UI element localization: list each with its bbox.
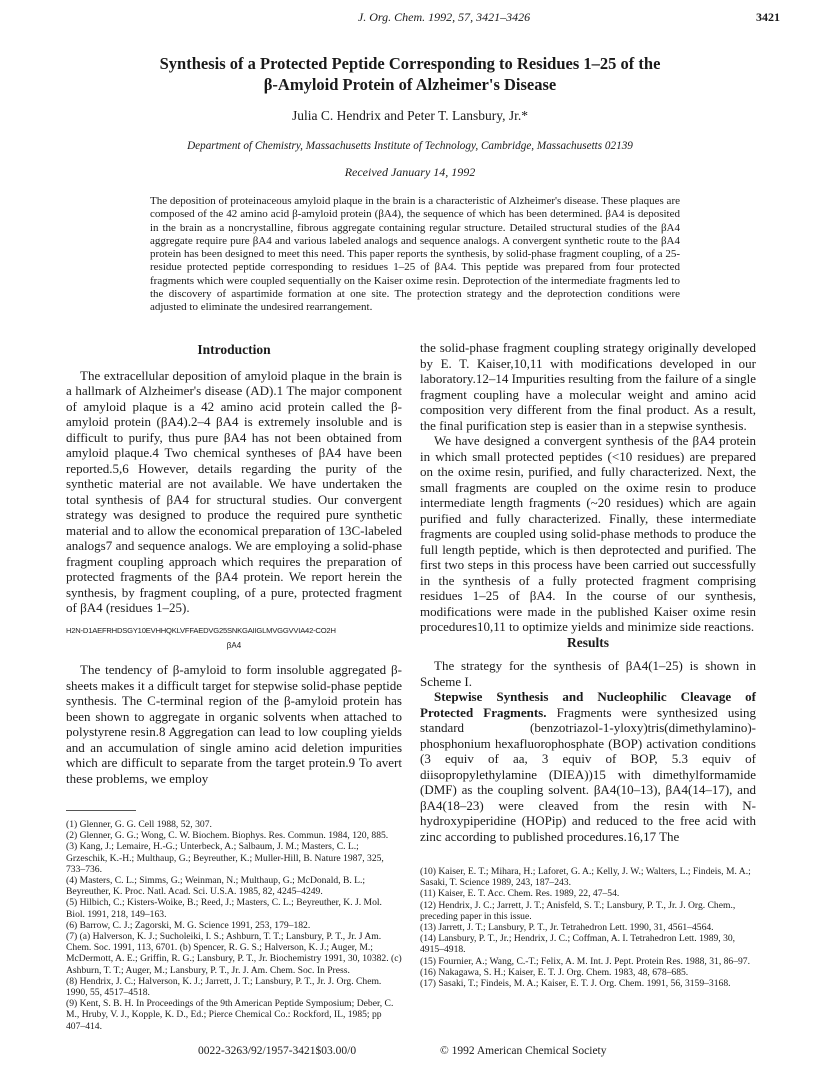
- reference: (9) Kent, S. B. H. In Proceedings of the 9th American Peptide Symposium; Deber, C. M., Hruby, V. J., Kopple, K. D., Ed.; Pierce Chemical Co.: Rockford, IL, 1985; pp 407–414.: [66, 998, 394, 1032]
- reference: (3) Kang, J.; Lemaire, H.-G.; Unterbeck, A.; Salbaum, J. M.; Masters, C. L.; Grzeschik, K.-H.; Multhaup, G.; Beyreuther, K.; Muller-Hill, B. Nature 1987, 325, 733–736.: [66, 841, 384, 875]
- reference: (15) Fournier, A.; Wang, C.-T.; Felix, A. M. Int. J. Pept. Protein Res. 1988, 31, 86–97.: [420, 955, 750, 967]
- right-column: [420, 340, 756, 844]
- results-paragraph-2: [420, 689, 756, 844]
- reference: (5) Hilbich, C.; Kisters-Woike, B.; Reed, J.; Masters, C. L.; Beyreuther, K. J. Mol. Biol. 1991, 218, 149–163.: [66, 897, 382, 920]
- authors: Julia C. Hendrix and Peter T. Lansbury, Jr.*: [292, 108, 528, 123]
- intro-paragraph-1: The extracellular deposition of amyloid plaque in the brain is a hallmark of Alzheimer's disease (AD).1 The major component of amyloid plaque is a 42 amino acid protein called the β-amyloid protein (βA4).2–4 βA4 is extremely insoluble and is difficult to purify, thus pure βA4 has not been obtained from amyloid plaque.4 Two chemical syntheses of βA4 have been reported.5,6 However, details regarding the purity of the synthetic material are not available. We have undertaken the total synthesis of βA4 for structural studies. Our convergent strategy was designed to produce the required pure synthetic material and to allow the economical preparation of 13C-labeled analogs7 and sequence analogs. We are employing a solid-phase fragment coupling approach which requires the preparation of protected fragments of the βA4 protein. We report herein the synthesis, by fragment coupling, of a pure, protected fragment of βA4 (residues 1–25).: [66, 367, 402, 615]
- reference: (6) Barrow, C. J.; Zagorski, M. G. Science 1991, 253, 179–182.: [66, 919, 311, 931]
- journal-citation: J. Org. Chem. 1992, 57, 3421–3426: [357, 10, 531, 24]
- results-heading: Results: [566, 634, 609, 650]
- article-title: [100, 53, 720, 95]
- reference: (12) Hendrix, J. C.; Jarrett, J. T.; Anisfeld, S. T.; Lansbury, P. T., Jr. J. Org. Chem., preceding paper in this issue.: [420, 899, 736, 922]
- sequence-caption: βA4: [226, 640, 242, 650]
- reference: (1) Glenner, G. G. Cell 1988, 52, 307.: [66, 819, 212, 830]
- references-left: [66, 810, 402, 1032]
- intro-paragraph-2: The tendency of β-amyloid to form insoluble aggregated β-sheets makes it a difficult target for stepwise solid-phase peptide synthesis. The C-terminal region of the β-amyloid protein has been shown to aggregate in organic solvents when attached to polystyrene resin.8 Aggregation can lead to low coupling yields and an accumulation of single amino acid deletion impurities which are difficult to separate from the target protein.9 To avert these problems, we employ: [66, 662, 402, 786]
- reference: (13) Jarrett, J. T.; Lansbury, P. T., Jr. Tetrahedron Lett. 1990, 31, 4561–4564.: [420, 922, 714, 934]
- reference: (2) Glenner, G. G.; Wong, C. W. Biochem. Biophys. Res. Commun. 1984, 120, 885.: [66, 830, 389, 842]
- results-paragraph-2-text: Fragments were synthesized using standard (benzotriazol-1-yloxy)tris(dimethylamino)-phosphonium hexafluorophosphate (BOP) activation conditions (3 equiv of aa, 3 equiv of BOP, 5.3 equiv of diisopropylethylamine (DIEA))15 with dimethylformamide (DMF) as the coupling solvent. βA4(10–13), βA4(14–17), and βA4(18–23) were cleaved from the resin with N-hydroxypiperidine (HOPip) and reduced to the free acid with zinc according to published procedures.16,17 The: [420, 704, 757, 844]
- reference: (17) Sasaki, T.; Findeis, M. A.; Kaiser, E. T. J. Org. Chem. 1991, 56, 3159–3168.: [420, 978, 731, 990]
- run-in-heading: Stepwise Synthesis and Nucleophilic Cleavage of Protected Fragments.: [420, 689, 756, 720]
- reference: (4) Masters, C. L.; Simms, G.; Weinman, N.; Multhaup, G.; McDonald, B. L.; Beyreuther, K. Proc. Natl. Acad. Sci. U.S.A. 1985, 82, 4245–4249.: [66, 875, 366, 898]
- article-code: 0022-3263/92/1957-3421$03.00/0: [198, 1045, 357, 1057]
- reference: (10) Kaiser, E. T.; Mihara, H.; Laforet, G. A.; Kelly, J. W.; Walters, L.; Findeis, M. A.; Sasaki, T. Science 1989, 243, 187–243.: [420, 866, 751, 889]
- abstract: The deposition of proteinaceous amyloid plaque in the brain is a characteristic of Alzheimer's disease. These plaques are composed of the 42 amino acid β-amyloid protein (βA4), the sequence of which has been determined. βA4 is deposited in the brain as a noncrystalline, fibrous aggregate containing regular structure. Detailed structural studies of the βA4 aggregate require pure βA4 and various labeled analogs and sequence analogs. A convergent synthetic route to the βA4 protein has been designed to meet this need. This paper reports the synthesis, by solid-phase fragment coupling, of a 25-residue protected peptide corresponding to residues 1–25 of βA4. This peptide was prepared from four protected fragments which were coupled sequentially on the Kaiser oxime resin. Deprotection of the intermediate fragments led to the discovery of aspartimide formation at one site. The protection strategy and the deprotection conditions were adjusted to eliminate the undesired rearrangement.: [150, 195, 680, 314]
- received-date: Received January 14, 1992: [344, 165, 476, 179]
- right-paragraph-1: the solid-phase fragment coupling strategy originally developed by E. T. Kaiser,10,11 with modifications developed in our laboratory.12–14 Impurities resulting from the failure of a single fragment coupling have a molecular weight and amino acid composition very different from the final product. As a result, the final purification step is easier than in a stepwise synthesis.: [420, 340, 756, 433]
- page-number: 3421: [756, 10, 780, 24]
- amino-acid-sequence: H2N-D1AEFRHDSGY10EVHHQKLVFFAEDVG25SNKGAIIGLMVGGVVIA42-CO2H: [66, 625, 336, 635]
- running-header: [108, 10, 780, 28]
- reference: (8) Hendrix, J. C.; Halverson, K. J.; Jarrett, J. T.; Lansbury, P. T., Jr. J. Org. Chem. 1990, 55, 4517–4518.: [66, 975, 382, 999]
- left-column: [66, 342, 402, 786]
- copyright: © 1992 American Chemical Society: [440, 1045, 607, 1057]
- title-line-2: β-Amyloid Protein of Alzheimer's Disease: [263, 75, 557, 94]
- references-right: [420, 866, 756, 989]
- reference: (14) Lansbury, P. T., Jr.; Hendrix, J. C.; Coffman, A. I. Tetrahedron Lett. 1989, 30, 4915–4918.: [420, 933, 736, 956]
- results-paragraph-1: The strategy for the synthesis of βA4(1–25) is shown in Scheme I.: [420, 658, 756, 689]
- affiliation: Department of Chemistry, Massachusetts Institute of Technology, Cambridge, Massachusetts 02139: [187, 140, 633, 152]
- right-paragraph-2: We have designed a convergent synthesis of the βA4 protein in which small protected peptides (<10 residues) are prepared on the oxime resin, purified, and fully characterized. Next, the small fragments are coupled on the oxime resin to produce intermediate length fragments (~20 residues) which are again purified and fully characterized. Finally, these intermediate fragments are coupled using solid-phase methods to produce the full length peptide, which is then deprotected and purified. The first two steps in this process have been carried out successfully in the synthesis of a fully protected fragment comprising residues 1–25 of βA4. In the course of our synthesis, modifications were made in the published Kaiser oxime resin procedures10,11 to optimize yields and minimize side reactions.: [420, 433, 756, 634]
- reference: (11) Kaiser, E. T. Acc. Chem. Res. 1989, 22, 47–54.: [420, 888, 620, 900]
- title-line-1: Synthesis of a Protected Peptide Corresponding to Residues 1–25 of the: [159, 54, 661, 73]
- reference: (7) (a) Halverson, K. J.; Sucholeiki, I. S.; Ashburn, T. T.; Lansbury, P. T., Jr. J Am. Chem. Soc. 1991, 113, 6701. (b) Spencer, R. G. S.; Halverson, K. J.; Auger, M.; McDermott, A. E.; Griffin, R. G.; Lansbury, P. T., Jr. Biochemistry 1991, 30, 10382. (c) Ashburn, T. T.; Auger, M.; Lansbury, P. T., Jr. J. Am. Chem. Soc. In Press.: [66, 931, 402, 976]
- reference: (16) Nakagawa, S. H.; Kaiser, E. T. J. Org. Chem. 1983, 48, 678–685.: [420, 966, 689, 978]
- introduction-heading: Introduction: [197, 342, 271, 357]
